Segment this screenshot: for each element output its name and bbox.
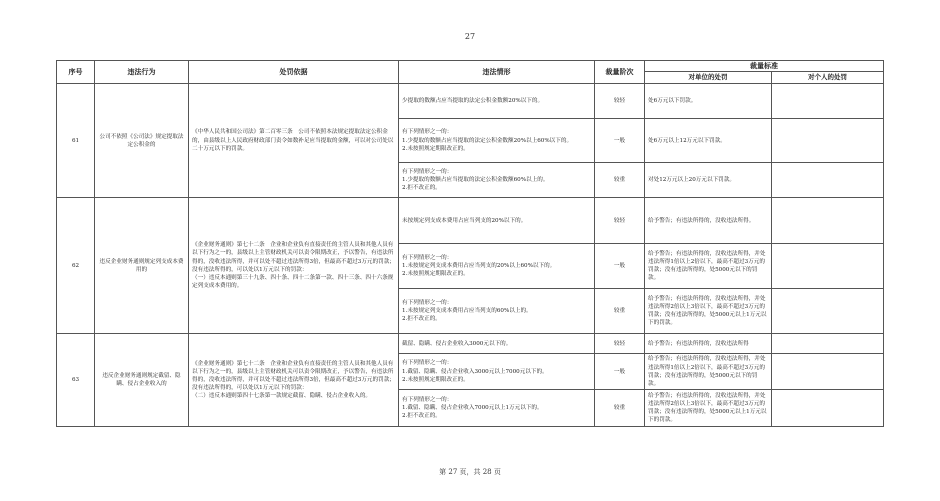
header-person-penalty: 对个人的处罚 xyxy=(772,72,884,84)
unit-penalty: 给予警告；有违法所得的，没收违法所得，并处违法所得2倍以上3倍以下，最高不超过3万元的罚款；没有违法所得的，处5000元以上1万元以下的罚款。 xyxy=(645,289,772,334)
text-line: 未按规定列支成本费用占应当列支的20%以下的。 xyxy=(402,217,527,224)
violation-situation xyxy=(399,84,595,119)
row-number: 62 xyxy=(57,198,95,334)
page-number-top: 27 xyxy=(464,32,476,41)
text-line: 有下列情形之一的： xyxy=(402,129,453,136)
unit-penalty: 给予警告；有违法所得的，没收违法所得，并处违法所得1倍以上2倍以下，最高不超过3万元的罚款；没有违法所得的，处5000元以下的罚款。 xyxy=(645,354,772,390)
discretion-level: 一般 xyxy=(595,354,645,390)
unit-penalty: 给予警告；有违法所得的，没收违法所得，并处违法所得1倍以上2倍以下，最高不超过3万元的罚款；没有违法所得的，处5000元以下的罚款。 xyxy=(645,244,772,289)
person-penalty xyxy=(772,289,884,334)
discretion-level: 较重 xyxy=(595,163,645,198)
unit-penalty: 对处12万元以上20万元以下罚款。 xyxy=(645,163,772,198)
header-basis: 处罚依据 xyxy=(189,61,399,84)
text-line: 1.少提取的数额占应当提取的法定公积金数额20%以上60%以下的。 xyxy=(402,137,573,144)
discretion-level: 较重 xyxy=(595,390,645,427)
person-penalty xyxy=(772,244,884,289)
text-line: 有下列情形之一的： xyxy=(402,254,453,261)
text-line: 有下列情形之一的： xyxy=(402,168,453,175)
violation-situation xyxy=(399,163,595,198)
text-line: 2.拒不改正的。 xyxy=(402,316,441,323)
text-line: 2.未按照规定期限改正的。 xyxy=(402,145,469,152)
person-penalty xyxy=(772,163,884,198)
text-line: 2.拒不改正的。 xyxy=(402,185,441,192)
penalty-discretion-table xyxy=(56,60,884,427)
text-line: 截留、隐瞒、侵占企业收入3000元以下的。 xyxy=(402,340,512,347)
violation-situation xyxy=(399,198,595,244)
penalty-basis xyxy=(189,334,399,427)
header-level: 裁量阶次 xyxy=(595,61,645,84)
violation-behavior: 违反企业财务通则规定截留、隐瞒、侵占企业收入的 xyxy=(95,334,189,427)
person-penalty xyxy=(772,198,884,244)
header-seq: 序号 xyxy=(57,61,95,84)
row-number: 61 xyxy=(57,84,95,198)
discretion-level: 较轻 xyxy=(595,84,645,119)
violation-situation xyxy=(399,119,595,163)
table-row xyxy=(57,334,884,354)
text-line: 2.未按照规定期限改正的。 xyxy=(402,376,469,383)
text-line: 有下列情形之一的： xyxy=(402,396,453,403)
unit-penalty: 给予警告；有违法所得的，没收违法所得，并处违法所得2倍以上3倍以下，最高不超过3万元的罚款；没有违法所得的，处5000元以上1万元以下的罚款。 xyxy=(645,390,772,427)
violation-behavior: 违反企业财务通则规定列支成本费用的 xyxy=(95,198,189,334)
header-situation: 违法情形 xyxy=(399,61,595,84)
text-line: 1.未按规定列支成本费用占应当列支的60%以上的。 xyxy=(402,308,532,315)
discretion-level: 较轻 xyxy=(595,334,645,354)
unit-penalty: 给予警告；有违法所得的，没收违法所得。 xyxy=(645,198,772,244)
text-line: （二）违反本通则第四十七条第一款规定截留、隐瞒、侵占企业收入的。 xyxy=(192,393,372,400)
violation-behavior: 公司不依照《公司法》规定提取法定公积金的 xyxy=(95,84,189,198)
table-row xyxy=(57,198,884,244)
text-line: 《企业财务通则》第七十二条 企业和企业负有直接责任的主管人员和其他人员有以下行为之一的，县级以上主管财政机关可以责令限期改正，予以警告，有违法所得的，没收违法所得，并可以处不超过违法所得3倍，但最高不超过3万元的罚款；没有违法所得的，可以处以1万元以下的罚款： xyxy=(192,242,395,273)
text-line: 1.截留、隐瞒、侵占企业收入7000元以上1万元以下的。 xyxy=(402,405,543,412)
violation-situation xyxy=(399,354,595,390)
unit-penalty: 处6万元以下罚款。 xyxy=(645,84,772,119)
header-behavior: 违法行为 xyxy=(95,61,189,84)
text-line: 1.未按规定列支成本费用占应当列支的20%以上60%以下的。 xyxy=(402,263,556,270)
text-line: 2.拒不改正的。 xyxy=(402,413,441,420)
violation-situation xyxy=(399,390,595,427)
text-line: 1.截留、隐瞒、侵占企业收入3000元以上7000元以下的。 xyxy=(402,368,548,375)
person-penalty xyxy=(772,354,884,390)
violation-situation xyxy=(399,334,595,354)
person-penalty xyxy=(772,119,884,163)
person-penalty xyxy=(772,334,884,354)
text-line: 有下列情形之一的： xyxy=(402,360,453,367)
row-number: 63 xyxy=(57,334,95,427)
text-line: （一）违反本通则第三十九条、四十条、四十二条第一款、四十三条、四十六条规定列支成本费用的。 xyxy=(192,274,394,289)
text-line: 少提取的数额占应当提取的法定公积金数额20%以下的。 xyxy=(402,98,544,105)
text-line: 1.少提取的数额占应当提取的法定公积金数额60%以上的。 xyxy=(402,177,549,184)
page-footer: 第 27 页，共 28 页 xyxy=(439,468,501,476)
discretion-level: 一般 xyxy=(595,119,645,163)
text-line: 《中华人民共和国公司法》第二百零三条 公司不依照本法规定提取法定公积金的，由县级以上人民政府财政部门责令如数补足应当提取的金额，可以对公司处以二十万元以下的罚款。 xyxy=(192,129,394,152)
table-row xyxy=(57,84,884,119)
header-standard: 裁量标准 xyxy=(645,61,884,72)
person-penalty xyxy=(772,390,884,427)
unit-penalty: 处6万元以上12万元以下罚款。 xyxy=(645,119,772,163)
discretion-level: 较重 xyxy=(595,289,645,334)
violation-situation xyxy=(399,244,595,289)
text-line: 2.未按照规定期限改正的。 xyxy=(402,271,469,278)
text-line: 有下列情形之一的： xyxy=(402,299,453,306)
text-line: 《企业财务通则》第七十二条 企业和企业负有直接责任的主管人员和其他人员有以下行为之一的，县级以上主管财政机关可以责令限期改正，予以警告，有违法所得的，没收违法所得，并可以处不超过违法所得3倍，但最高不超过3万元的罚款；没有违法所得的，可以处以1万元以下的罚款： xyxy=(192,360,395,392)
penalty-basis xyxy=(189,84,399,198)
penalty-basis xyxy=(189,198,399,334)
unit-penalty: 给予警告；有违法所得的，没收违法所得 xyxy=(645,334,772,354)
discretion-level: 一般 xyxy=(595,244,645,289)
discretion-level: 较轻 xyxy=(595,198,645,244)
header-unit-penalty: 对单位的处罚 xyxy=(645,72,772,84)
table-body xyxy=(57,84,884,427)
violation-situation xyxy=(399,289,595,334)
person-penalty xyxy=(772,84,884,119)
